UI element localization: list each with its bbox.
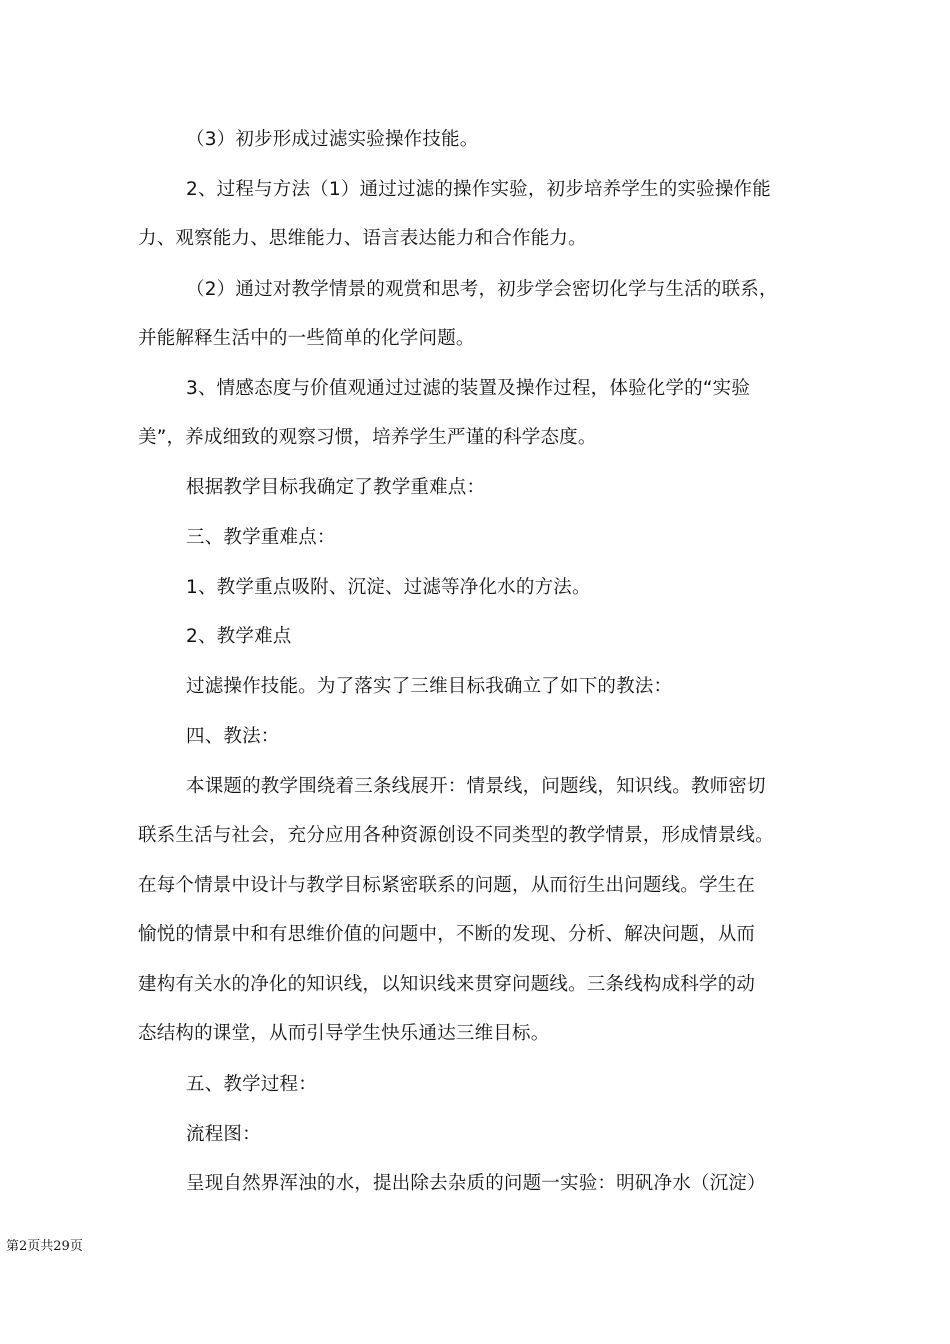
text-line-11: 2、教学难点 — [186, 626, 292, 647]
text-line-3: 力、观察能力、思维能力、语言表达能力和合作能力。 — [138, 228, 587, 249]
section-heading-3: 三、教学重难点： — [186, 527, 336, 548]
text-line-22: 呈现自然界浑浊的水，提出除去杂质的问题一实验：明矾净水（沉淀） — [186, 1173, 766, 1194]
text-line-19: 态结构的课堂，从而引导学生快乐通达三维目标。 — [138, 1023, 550, 1044]
text-line-6: 3、情感态度与价值观通过过滤的装置及操作过程，体验化学的“实验 — [186, 378, 751, 399]
text-line-18: 建构有关水的净化的知识线，以知识线来贯穿问题线。三条线构成科学的动 — [138, 974, 756, 995]
text-line-17: 愉悦的情景中和有思维价值的问题中，不断的发现、分析、解决问题，从而 — [138, 924, 756, 945]
section-heading-5: 五、教学过程： — [186, 1074, 317, 1095]
text-line-16: 在每个情景中设计与教学目标紧密联系的问题，从而衍生出问题线。学生在 — [138, 875, 756, 896]
page-number-footer: 第2页共29页 — [6, 1239, 83, 1254]
text-line-1: （3）初步形成过滤实验操作技能。 — [186, 129, 479, 150]
text-line-2: 2、过程与方法（1）通过过滤的操作实验，初步培养学生的实验操作能 — [186, 179, 771, 200]
text-line-21: 流程图： — [186, 1124, 261, 1145]
text-line-8: 根据教学目标我确定了教学重难点： — [186, 477, 486, 498]
text-line-14: 本课题的教学围绕着三条线展开：情景线，问题线，知识线。教师密切 — [186, 776, 766, 797]
text-line-4: （2）通过对教学情景的观赏和思考，初步学会密切化学与生活的联系， — [186, 279, 778, 300]
text-line-12: 过滤操作技能。为了落实了三维目标我确立了如下的教法： — [186, 676, 673, 697]
text-line-15: 联系生活与社会，充分应用各种资源创设不同类型的教学情景，形成情景线。 — [138, 825, 774, 846]
text-line-5: 并能解释生活中的一些简单的化学问题。 — [138, 328, 475, 349]
section-heading-4: 四、教法： — [186, 726, 280, 747]
text-line-7: 美”，养成细致的观察习惯，培养学生严谨的科学态度。 — [138, 427, 597, 448]
text-line-10: 1、教学重点吸附、沉淀、过滤等净化水的方法。 — [186, 577, 591, 598]
